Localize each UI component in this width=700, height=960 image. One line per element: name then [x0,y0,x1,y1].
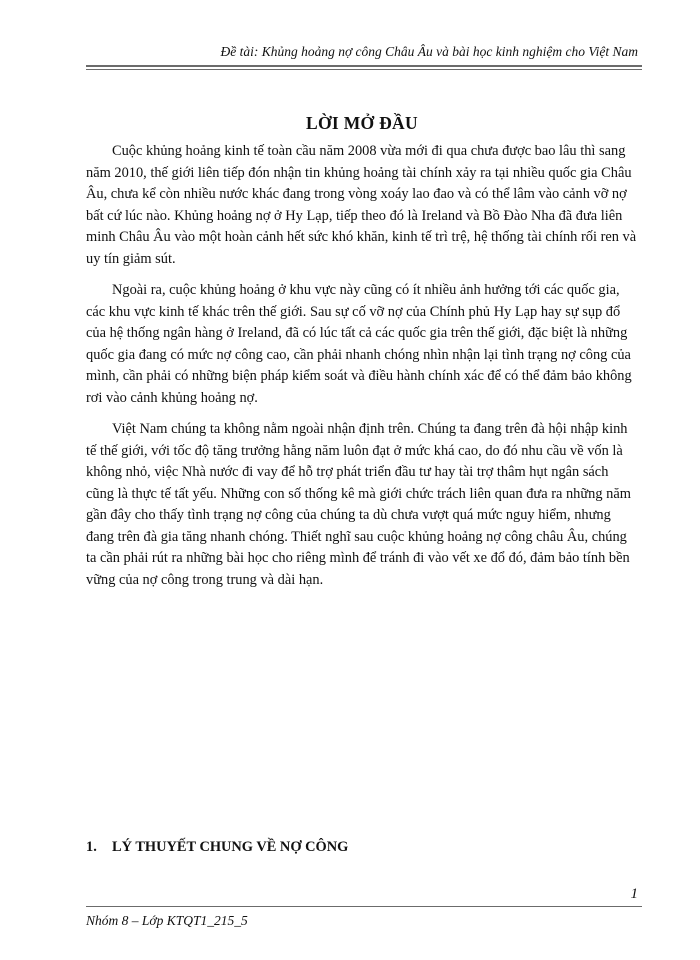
section-title: LÝ THUYẾT CHUNG VỀ NỢ CÔNG [112,839,349,855]
header-divider [86,65,642,67]
document-body [86,141,638,601]
page-title: LỜI MỞ ĐẦU [306,113,418,133]
page-footer: Nhóm 8 – Lớp KTQT1_215_5 [86,913,248,928]
section-number: 1. [86,839,97,855]
footer-divider [86,906,642,907]
paragraph-1: Cuộc khủng hoảng kinh tế toàn cầu năm 2008 vừa mới đi qua chưa được bao lâu thì sang năm 2010, thế giới liên tiếp đón nhận tin khủng hoảng tài chính xảy ra tại nhiều quốc gia Châu Âu, chưa kể còn nhiều nước khác đang trong vòng xoáy lao đao và có thể lâm vào cảnh vỡ nợ bất cứ lúc nào. Khủng hoảng nợ ở Hy Lạp, tiếp theo đó là Ireland và Bồ Đào Nha đã đưa liên minh Châu Âu vào một hoàn cảnh hết sức khó khăn, kinh tế trì trệ, hệ thống tài chính rối ren và uy tín giảm sút. [86,143,637,267]
page-number: 1 [630,886,638,902]
page-header: Đề tài: Khủng hoảng nợ công Châu Âu và bài học kinh nghiệm cho Việt Nam [220,44,638,59]
header-divider-thin [86,69,642,70]
paragraph-3: Việt Nam chúng ta không nằm ngoài nhận định trên. Chúng ta đang trên đà hội nhập kinh tế thế giới, với tốc độ tăng trưởng hằng năm luôn đạt ở mức khá cao, do đó nhu cầu về vốn là không nhỏ, việc Nhà nước đi vay để hỗ trợ phát triển đầu tư hay tài trợ thâm hụt ngân sách cũng là thực tế tất yếu. Những con số thống kê mà giới chức trách liên quan đưa ra những năm gần đây cho thấy tình trạng nợ công của chúng ta dù chưa vượt quá mức nguy hiểm, nhưng đang trên đà gia tăng nhanh chóng. Thiết nghĩ sau cuộc khủng hoảng nợ công châu Âu, chúng ta cần phải rút ra những bài học cho riêng mình để tránh đi vào vết xe đổ đó, đảm bảo tính bền vững của nợ công trong trung và dài hạn. [86,421,631,588]
paragraph-2: Ngoài ra, cuộc khủng hoảng ở khu vực này cũng có ít nhiều ảnh hưởng tới các quốc gia, các khu vực kinh tế khác trên thế giới. Sau sự cố vỡ nợ của Chính phủ Hy Lạp hay sự sụp đổ của hệ thống ngân hàng ở Ireland, đã có lúc tất cả các quốc gia trên thế giới, đặc biệt là những quốc gia đang có mức nợ công cao, cần phải nhanh chóng nhìn nhận lại tình trạng nợ công của mình, cần phải có những biện pháp kiểm soát và điều hành chính xác để có thể đảm bảo không rơi vào cảnh khủng hoảng nợ. [86,282,632,406]
section-heading [86,839,348,856]
